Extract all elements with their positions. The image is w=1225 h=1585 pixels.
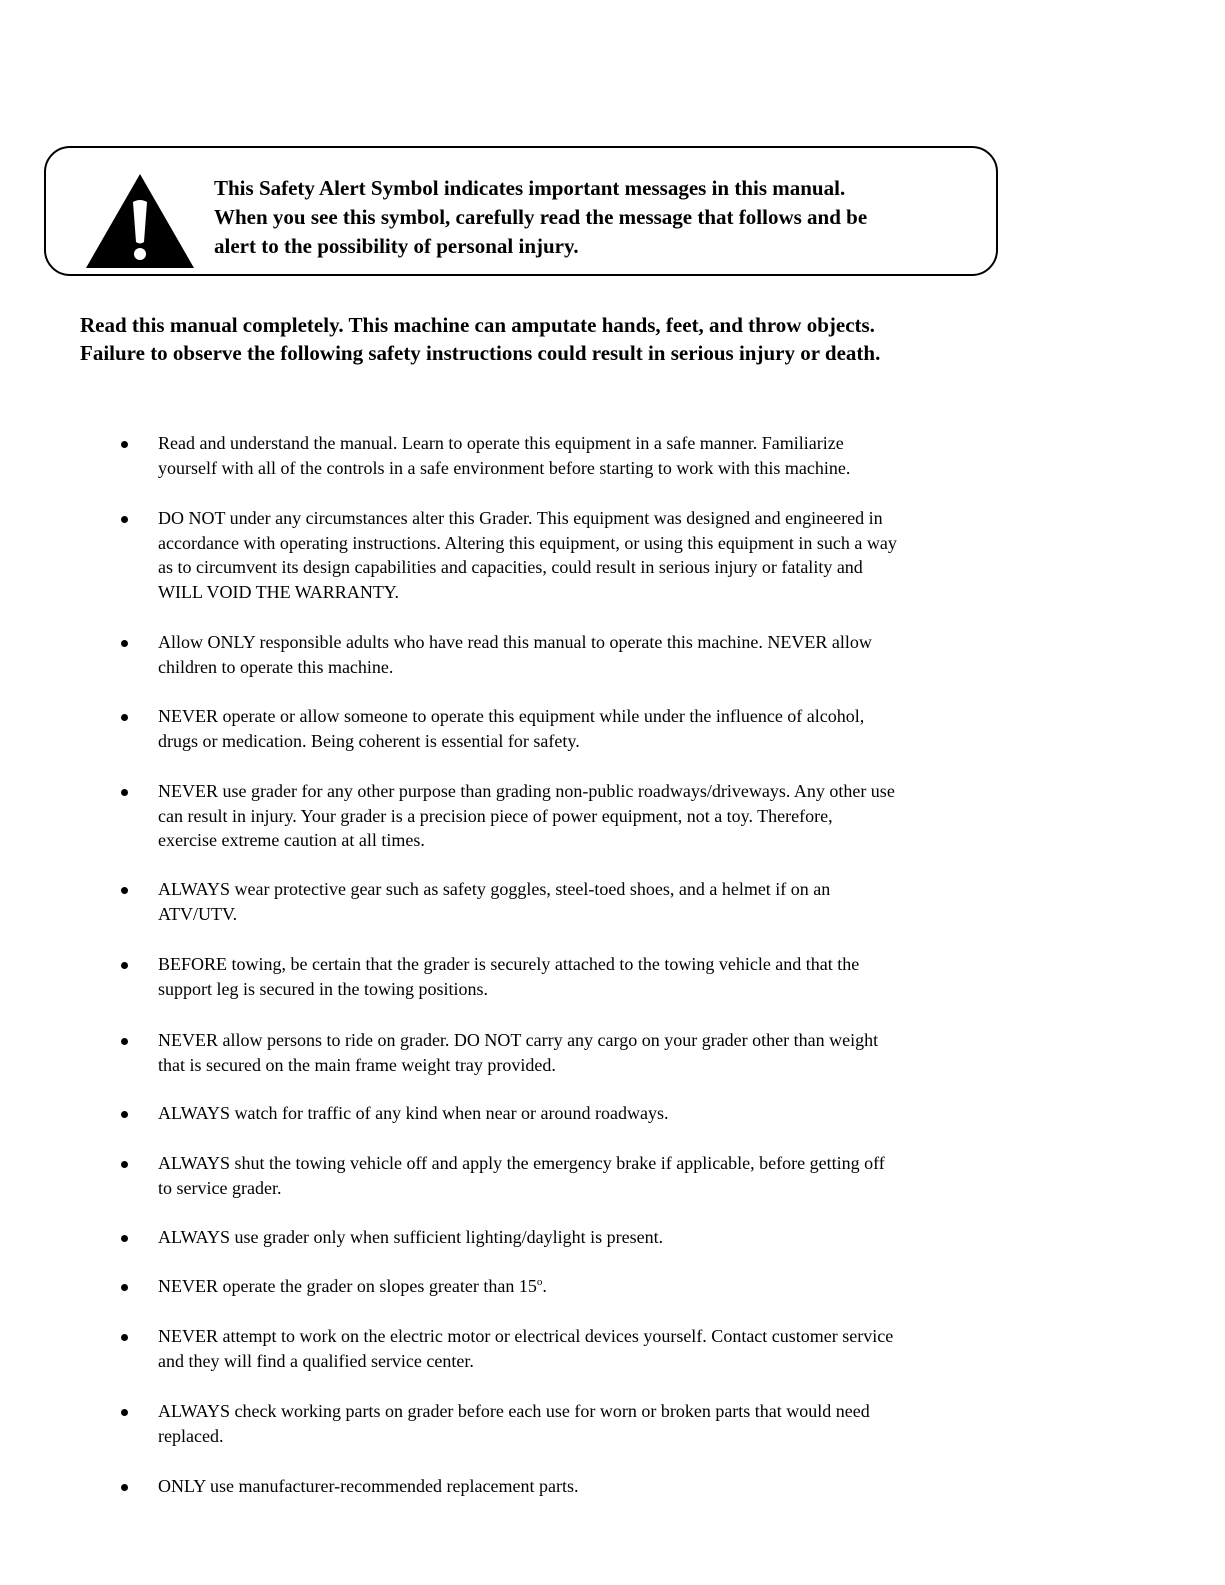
instruction-line: NEVER operate or allow someone to operate this equipment while under the influence of alcohol,	[158, 706, 865, 726]
instruction-line: ATV/UTV.	[158, 903, 238, 924]
instruction-line: ONLY use manufacturer-recommended replacement parts.	[158, 1476, 579, 1496]
instruction-line: children to operate this machine.	[158, 656, 394, 677]
safety-alert-line: When you see this symbol, carefully read the message that follows and be	[214, 205, 868, 229]
instruction-line: Read and understand the manual. Learn to operate this equipment in a safe manner. Familiarize	[158, 433, 844, 453]
warning-line: Failure to observe the following safety instructions could result in serious injury or death.	[80, 341, 881, 365]
instruction-line	[158, 1274, 1218, 1299]
safety-alert-triangle-icon	[84, 172, 196, 270]
instruction-line: drugs or medication. Being coherent is essential for safety.	[158, 730, 580, 751]
instruction-line: NEVER attempt to work on the electric motor or electrical devices yourself. Contact customer service	[158, 1326, 894, 1346]
bullet-icon	[121, 1161, 128, 1168]
instruction-text	[158, 1274, 1218, 1299]
instruction-text	[158, 779, 1218, 853]
instruction-line-segment: NEVER operate the grader on slopes greater than 15	[158, 1276, 537, 1296]
instruction-text	[158, 1324, 1218, 1373]
bullet-icon	[121, 1111, 128, 1118]
instruction-line: ALWAYS check working parts on grader before each use for worn or broken parts that would need	[158, 1401, 870, 1421]
bullet-icon	[121, 962, 128, 969]
instruction-line: that is secured on the main frame weight tray provided.	[158, 1054, 556, 1075]
bullet-icon	[121, 789, 128, 796]
bullet-icon	[121, 887, 128, 894]
safety-alert-line: This Safety Alert Symbol indicates important messages in this manual.	[214, 176, 846, 200]
bullet-icon	[121, 516, 128, 523]
instruction-text	[158, 630, 1218, 679]
instruction-line: NEVER use grader for any other purpose than grading non-public roadways/driveways. Any other use	[158, 781, 895, 801]
bullet-icon	[121, 441, 128, 448]
instruction-line: DO NOT under any circumstances alter this Grader. This equipment was designed and engineered in	[158, 508, 883, 528]
safety-alert-message	[214, 174, 984, 261]
instruction-line: to service grader.	[158, 1177, 282, 1198]
instruction-line: as to circumvent its design capabilities and capacities, could result in serious injury or fatality and	[158, 557, 863, 577]
instruction-line: support leg is secured in the towing positions.	[158, 978, 488, 999]
instruction-text	[158, 1399, 1218, 1448]
instruction-text	[158, 952, 1218, 1001]
instruction-text	[158, 877, 1218, 926]
instruction-text	[158, 431, 1218, 480]
safety-alert-box	[44, 146, 998, 276]
degree-superscript: o	[536, 1276, 543, 1288]
instruction-text	[158, 1225, 1218, 1250]
bullet-icon	[121, 1484, 128, 1491]
instruction-line-segment: .	[542, 1276, 547, 1296]
bullet-icon	[121, 1038, 128, 1045]
bullet-icon	[121, 714, 128, 721]
instruction-line: NEVER allow persons to ride on grader. DO NOT carry any cargo on your grader other than weight	[158, 1030, 879, 1050]
instruction-text	[158, 1101, 1218, 1126]
instruction-line: can result in injury. Your grader is a precision piece of power equipment, not a toy. Therefore,	[158, 805, 833, 826]
bullet-icon	[121, 1334, 128, 1341]
bullet-icon	[121, 1409, 128, 1416]
instruction-line: ALWAYS watch for traffic of any kind when near or around roadways.	[158, 1103, 669, 1123]
warning-heading	[80, 311, 1200, 367]
instruction-line: ALWAYS wear protective gear such as safety goggles, steel-toed shoes, and a helmet if on an	[158, 879, 831, 899]
instruction-line: ALWAYS use grader only when sufficient lighting/daylight is present.	[158, 1227, 664, 1247]
instruction-text	[158, 1474, 1218, 1499]
instruction-line: WILL VOID THE WARRANTY.	[158, 581, 399, 602]
instruction-line: and they will find a qualified service center.	[158, 1350, 474, 1371]
instruction-line: accordance with operating instructions. Altering this equipment, or using this equipment in such a way	[158, 532, 897, 553]
instruction-line: ALWAYS shut the towing vehicle off and apply the emergency brake if applicable, before getting off	[158, 1153, 885, 1173]
instruction-text	[158, 1151, 1218, 1200]
instruction-text	[158, 704, 1218, 753]
safety-alert-line: alert to the possibility of personal injury.	[214, 234, 579, 258]
bullet-icon	[121, 1235, 128, 1242]
instruction-line: replaced.	[158, 1425, 224, 1446]
instruction-line: Allow ONLY responsible adults who have read this manual to operate this machine. NEVER allow	[158, 632, 872, 652]
instruction-line: BEFORE towing, be certain that the grader is securely attached to the towing vehicle and that the	[158, 954, 860, 974]
bullet-icon	[121, 640, 128, 647]
instruction-line: exercise extreme caution at all times.	[158, 830, 425, 850]
instruction-text	[158, 506, 1218, 604]
bullet-icon	[121, 1284, 128, 1291]
instruction-line: yourself with all of the controls in a safe environment before starting to work with this machine.	[158, 457, 851, 478]
warning-line: Read this manual completely. This machine can amputate hands, feet, and throw objects.	[80, 313, 875, 337]
instruction-text	[158, 1028, 1218, 1077]
